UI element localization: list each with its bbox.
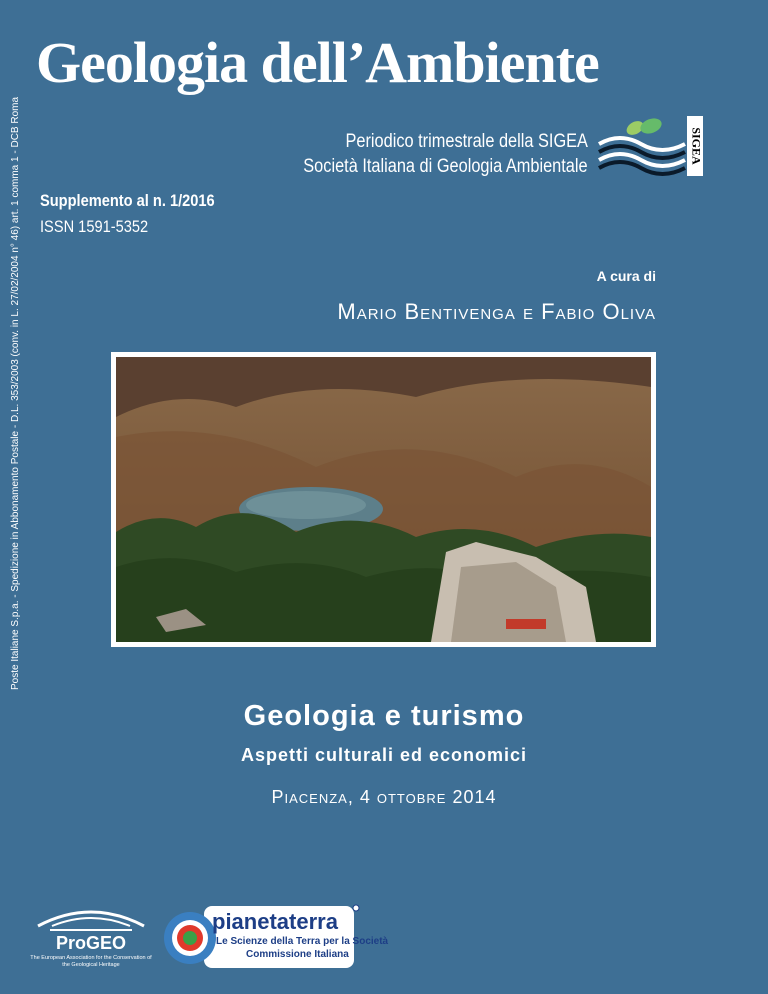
periodical-subtitle: Periodico trimestrale della SIGEA <box>345 131 588 152</box>
issn: ISSN 1591-5352 <box>40 217 149 236</box>
landscape-lake-photo <box>116 357 651 642</box>
editors-label: A cura di <box>596 268 656 284</box>
cover-photo <box>111 352 656 647</box>
society-name: Società Italiana di Geologia Ambientale <box>303 156 588 177</box>
sigea-logo <box>595 114 705 178</box>
pianetaterra-name: pianetaterra <box>212 909 338 934</box>
progeo-name: ProGEO <box>55 933 126 953</box>
editors-names: Mario Bentivenga e Fabio Oliva <box>337 299 656 324</box>
supplement-number: Supplemento al n. 1/2016 <box>40 191 215 210</box>
progeo-tagline: The European Association for the Conservation of the Geological Heritage <box>30 955 152 968</box>
event-place-date: Piacenza, 4 ottobre 2014 <box>271 787 497 807</box>
magazine-title: Geologia dell’Ambiente <box>36 30 599 95</box>
pianetaterra-commission: Commissione Italiana <box>246 949 349 960</box>
pianetaterra-tagline: Le Scienze della Terra per la Società <box>216 936 389 947</box>
postal-note: Poste Italiane S.p.a. - Spedizione in Abbonamento Postale - D.L. 353/2003 (conv. in L. 27/02/2004 n° 46) art. 1 comma 1 - DCB Roma <box>10 96 21 690</box>
event-title: Geologia e turismo <box>243 700 525 732</box>
sigea-logo-text: SIGEA <box>689 127 704 165</box>
event-subtitle: Aspetti culturali ed economici <box>240 745 528 765</box>
